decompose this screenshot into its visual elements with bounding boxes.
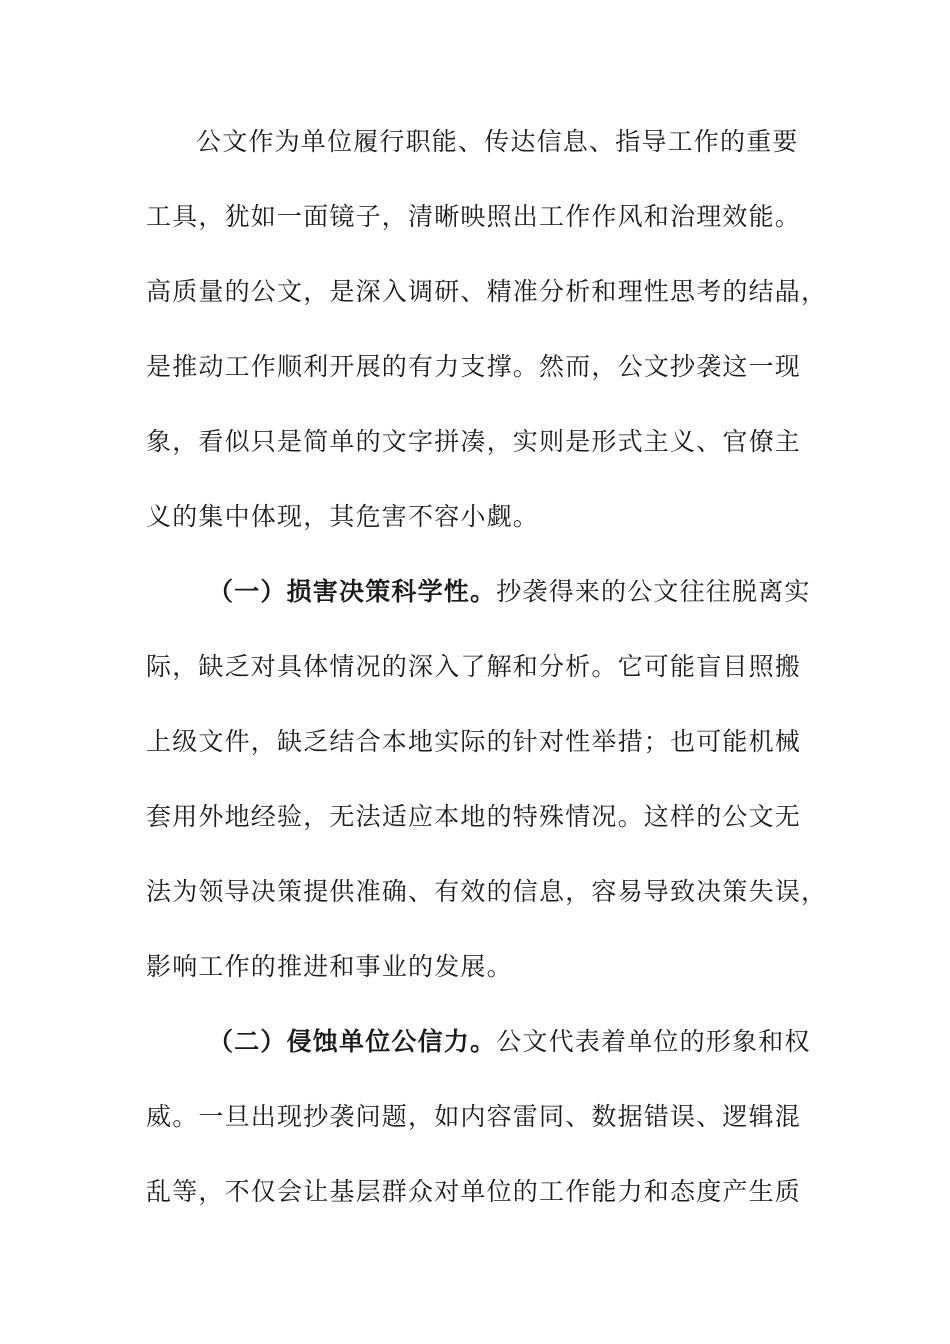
section-heading: （二）侵蚀单位公信力。 <box>208 1027 497 1056</box>
paragraph-line: 际，缺乏对具体情况的深入了解和分析。它可能盲目照搬 <box>146 652 802 681</box>
paragraph-line: 义的集中体现，其危害不容小觑。 <box>146 502 540 531</box>
paragraph-line <box>208 572 811 612</box>
section-heading: （一）损害决策科学性。 <box>208 577 497 606</box>
paragraph-line: 乱等，不仅会让基层群众对单位的工作能力和态度产生质 <box>146 1177 802 1206</box>
paragraph-line: 公文作为单位履行职能、传达信息、指导工作的重要 <box>196 127 799 156</box>
paragraph-line: 是推动工作顺利开展的有力支撑。然而，公文抄袭这一现 <box>146 352 802 381</box>
paragraph-line: 法为领导决策提供准确、有效的信息，容易导致决策失误， <box>146 877 828 906</box>
paragraph-text: 公文代表着单位的形象和权 <box>496 1027 811 1056</box>
paragraph-line: 影响工作的推进和事业的发展。 <box>146 952 513 981</box>
paragraph-line <box>208 1022 811 1062</box>
paragraph-line: 工具，犹如一面镜子，清晰映照出工作作风和治理效能。 <box>146 202 802 231</box>
paragraph-line: 高质量的公文，是深入调研、精准分析和理性思考的结晶， <box>146 277 828 306</box>
paragraph-line: 上级文件，缺乏结合本地实际的针对性举措；也可能机械 <box>146 727 802 756</box>
paragraph-line: 威。一旦出现抄袭问题，如内容雷同、数据错误、逻辑混 <box>146 1102 802 1131</box>
paragraph-line: 象，看似只是简单的文字拼凑，实则是形式主义、官僚主 <box>146 427 802 456</box>
paragraph-text: 抄袭得来的公文往往脱离实 <box>496 577 811 606</box>
paragraph-line: 套用外地经验，无法适应本地的特殊情况。这样的公文无 <box>146 802 802 831</box>
